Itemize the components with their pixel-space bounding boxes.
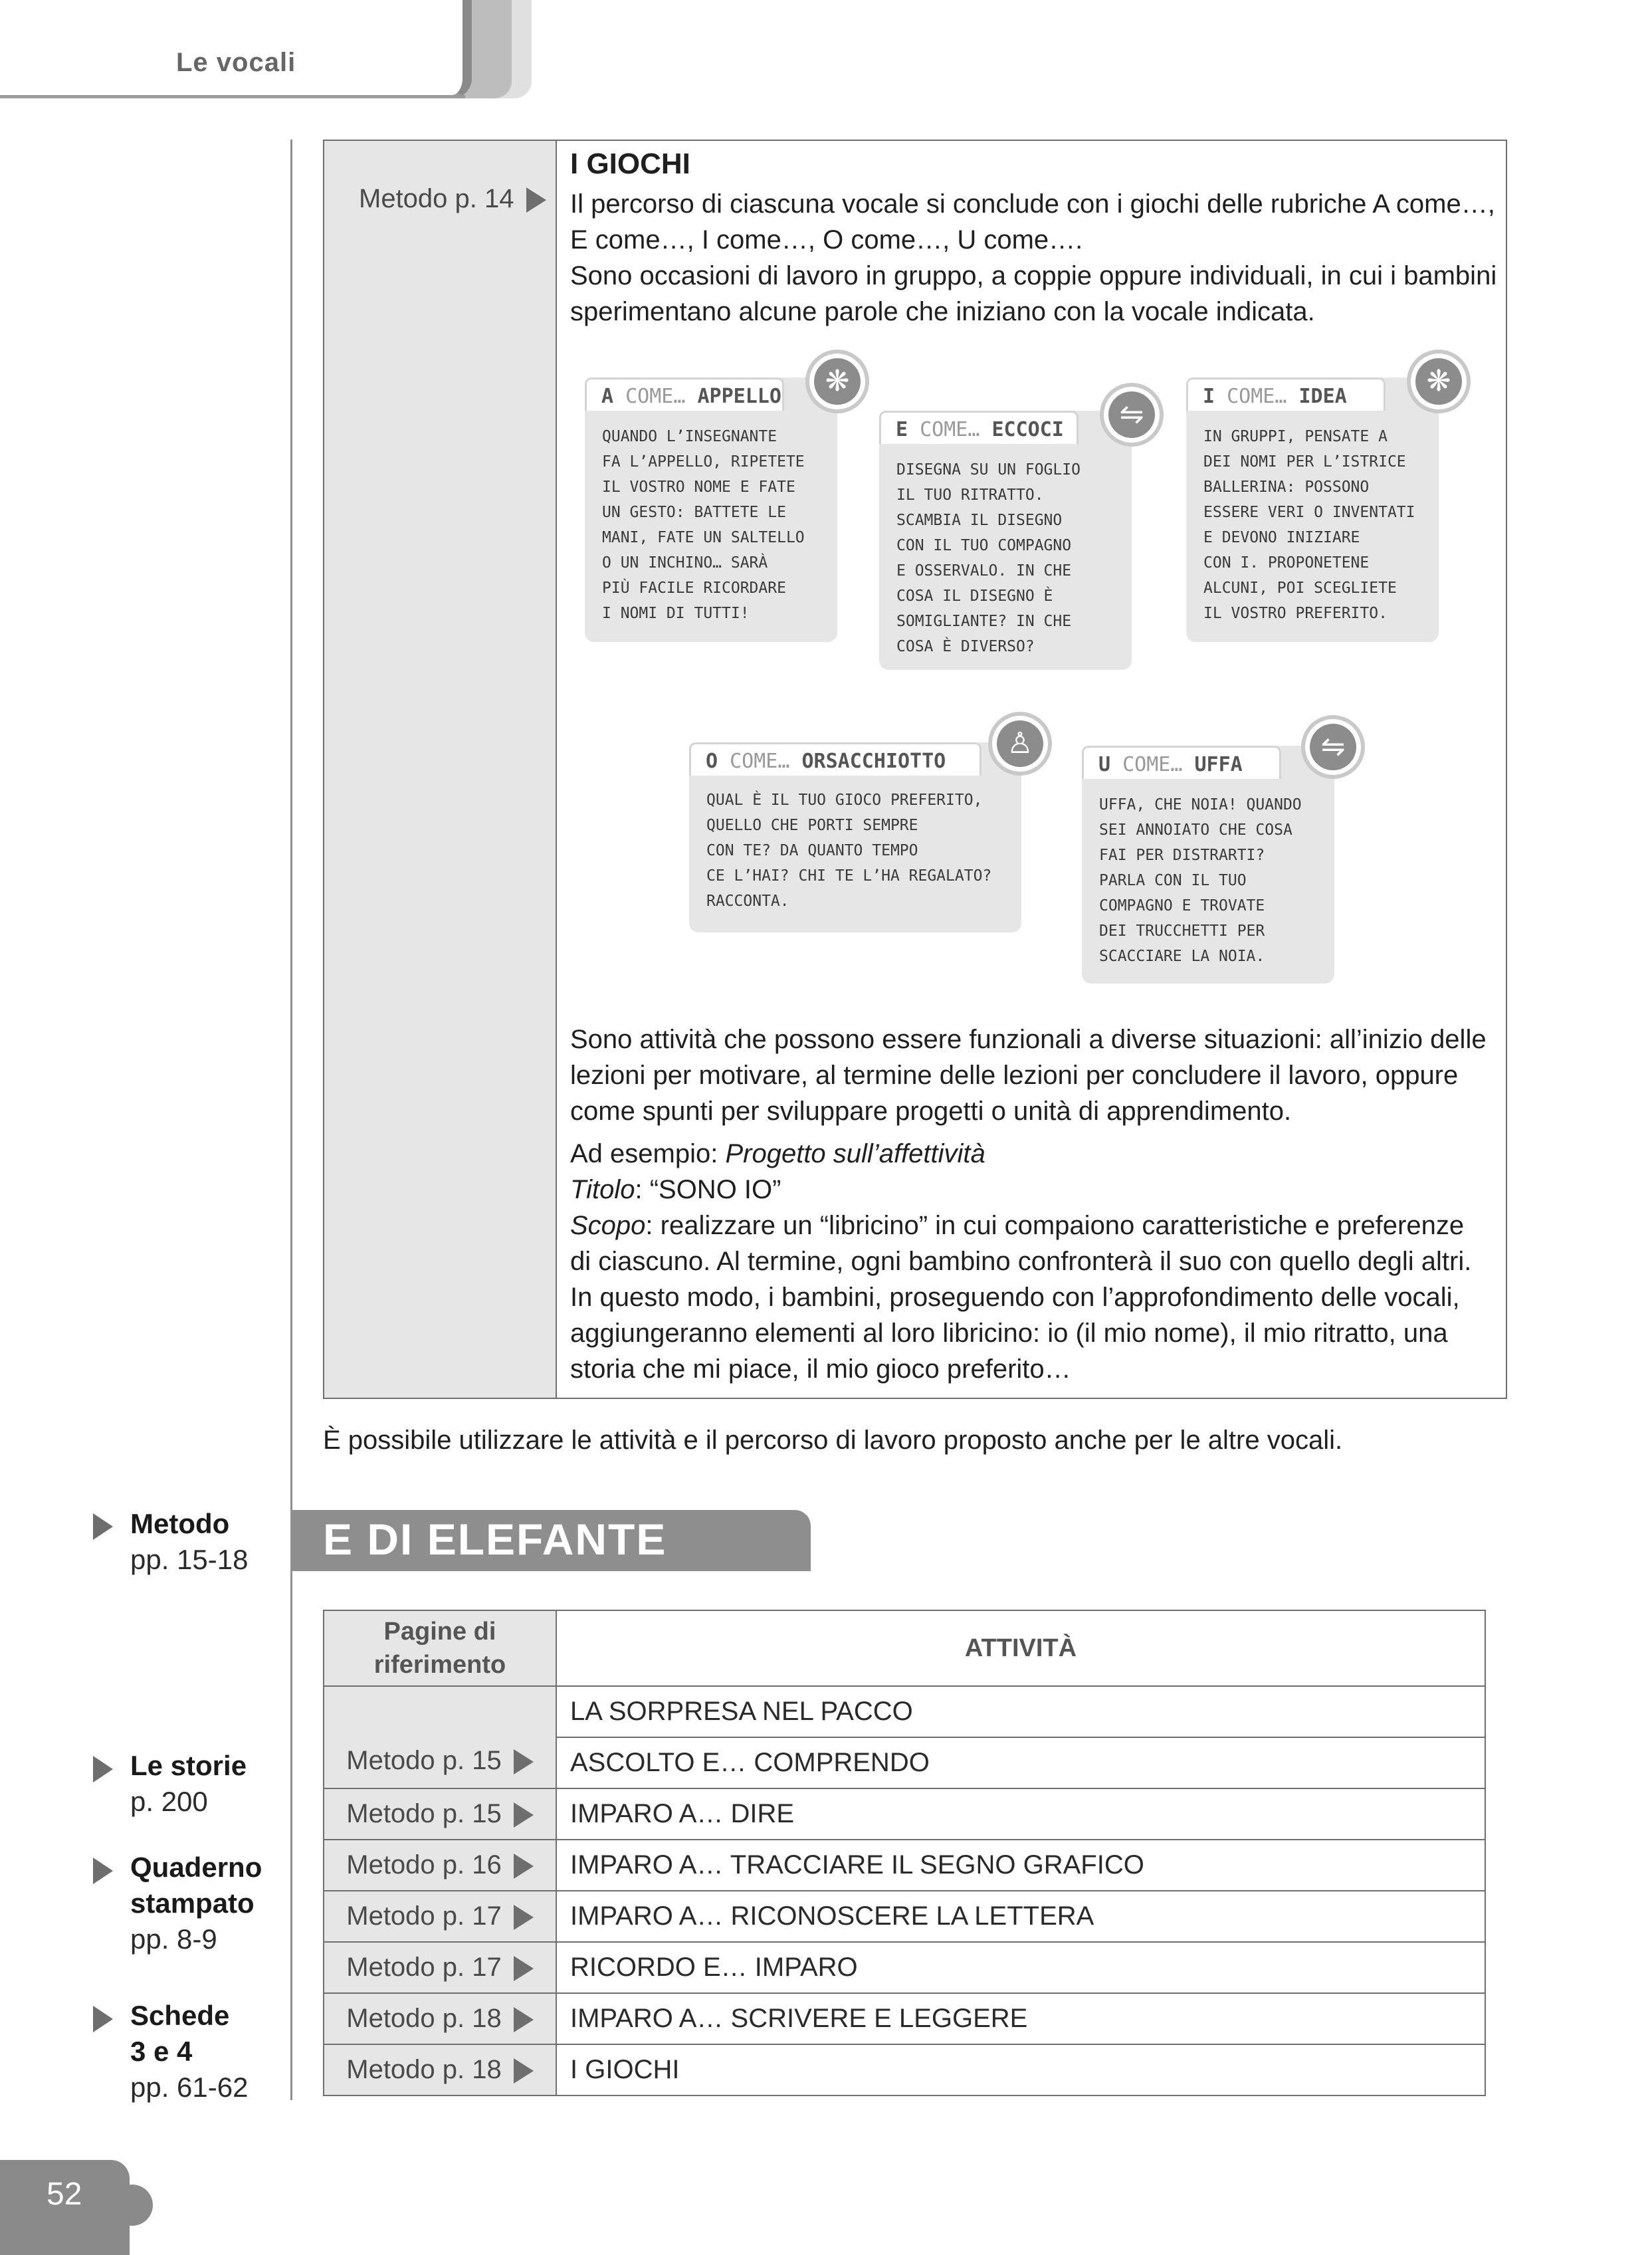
example-line: Ad esempio: Progetto sull’affettività — [570, 1139, 985, 1168]
card-heading: E COME… ECCOCI — [879, 411, 1079, 444]
ref-cell: Metodo p. 18 — [324, 2044, 556, 2095]
arrow-icon — [514, 1802, 534, 1828]
sidebar-quaderno: Quaderno stampato pp. 8-9 — [130, 1852, 262, 1955]
arrow-icon — [526, 187, 546, 213]
page-number: 52 — [47, 2177, 82, 2212]
arrow-icon — [514, 2007, 534, 2032]
activity-cell: IMPARO A… TRACCIARE IL SEGNO GRAFICO — [556, 1840, 1485, 1891]
titolo-line: Titolo: “SONO IO” — [570, 1175, 781, 1204]
card-text: QUAL È IL TUO GIOCO PREFERITO, QUELLO CHE PORTI SEMPRE CON TE? DA QUANTO TEMPO CE L’HAI? CHI TE L’HA REGALATO? RACCONTA. — [706, 792, 992, 910]
giochi-intro — [570, 186, 1500, 330]
sidebar-metodo: Metodo pp. 15-18 — [130, 1508, 249, 1575]
ref-cell: Metodo p. 17 — [324, 1891, 556, 1942]
pair-icon: ⇋ — [1301, 715, 1365, 779]
activity-cell: I GIOCHI — [556, 2044, 1485, 2095]
after-line: come spunti per sviluppare progetti o unità di apprendimento. — [570, 1097, 1292, 1126]
arrow-icon — [93, 1513, 113, 1540]
activity-cell: ASCOLTO E… COMPRENDO — [556, 1737, 1485, 1788]
arrow-icon — [93, 2006, 113, 2032]
table-row — [324, 1840, 1485, 1891]
card-text: IN GRUPPI, PENSATE A DEI NOMI PER L’ISTRICE BALLERINA: POSSONO ESSERE VERI O INVENTATI E DEVONO INIZIARE CON I. PROPONETENE ALCUNI, POI SCEGLIETE IL VOSTRO PREFERITO. — [1203, 428, 1415, 622]
metodo-reference-label: Metodo p. 14 — [359, 184, 514, 213]
arrow-icon — [514, 1905, 534, 1930]
ref-cell: Metodo p. 15 — [324, 1788, 556, 1840]
ref-cell: Metodo p. 17 — [324, 1942, 556, 1993]
arrow-icon — [514, 1854, 534, 1879]
table-row — [324, 1686, 1485, 1737]
scopo-line: di ciascuno. Al termine, ogni bambino confronterà il suo con quello degli altri. — [570, 1247, 1472, 1276]
giochi-title: I GIOCHI — [570, 148, 690, 180]
activity-cell: IMPARO A… SCRIVERE E LEGGERE — [556, 1993, 1485, 2044]
game-card-i — [1186, 365, 1451, 642]
scopo-line: In questo modo, i bambini, proseguendo con l’approfondimento delle vocali, — [570, 1283, 1460, 1312]
card-heading: U COME… UFFA — [1082, 746, 1281, 779]
game-card-u — [1082, 730, 1346, 984]
intro-line: sperimentano alcune parole che iniziano con la vocale indicata. — [570, 297, 1315, 326]
pair-icon: ⇋ — [1100, 383, 1164, 447]
card-text: UFFA, CHE NOIA! QUANDO SEI ANNOIATO CHE COSA FAI PER DISTRARTI? PARLA CON IL TUO COMPAGNO E TROVATE DEI TRUCCHETTI PER SCACCIARE LA NOIA. — [1099, 796, 1302, 965]
intro-line: Sono occasioni di lavoro in gruppo, a coppie oppure individuali, in cui i bambini — [570, 261, 1497, 290]
scopo-line: storia che mi piace, il mio gioco preferito… — [570, 1354, 1071, 1384]
margin-rule — [290, 140, 292, 2100]
card-heading: A COME… APPELLO — [585, 377, 784, 411]
card-heading: I COME… IDEA — [1186, 377, 1386, 411]
arrow-icon — [93, 1756, 113, 1782]
activity-cell: IMPARO A… RICONOSCERE LA LETTERA — [556, 1891, 1485, 1942]
ref-cell: Metodo p. 16 — [324, 1840, 556, 1891]
header-tab — [306, 0, 472, 98]
after-line: lezioni per motivare, al termine delle lezioni per concludere il lavoro, oppure — [570, 1061, 1459, 1090]
reference-column — [324, 141, 557, 1398]
after-line: Sono attività che possono essere funzionali a diverse situazioni: all’inizio delle — [570, 1025, 1487, 1054]
header-pages: Pagine di riferimento — [324, 1610, 556, 1686]
arrow-icon — [514, 1956, 534, 1981]
activity-cell: IMPARO A… DIRE — [556, 1788, 1485, 1840]
ref-cell: Metodo p. 15 — [324, 1686, 556, 1788]
game-card-e — [879, 398, 1144, 670]
sidebar-schede: Schede 3 e 4 pp. 61-62 — [130, 2000, 249, 2103]
game-card-o — [689, 727, 1033, 932]
table-header-row — [324, 1610, 1485, 1686]
intro-line: E come…, I come…, O come…, U come…. — [570, 225, 1083, 255]
intro-line: Il percorso di ciascuna vocale si conclude con i giochi delle rubriche A come…, — [570, 189, 1495, 219]
note-text: È possibile utilizzare le attività e il percorso di lavoro proposto anche per le altre vocali. — [323, 1426, 1343, 1455]
activity-cell: LA SORPRESA NEL PACCO — [556, 1686, 1485, 1737]
sidebar-storie: Le storie p. 200 — [130, 1750, 247, 1817]
table-row — [324, 2044, 1485, 2095]
card-text: DISEGNA SU UN FOGLIO IL TUO RITRATTO. SCAMBIA IL DISEGNO CON IL TUO COMPAGNO E OSSERVALO. IN CHE COSA IL DISEGNO È SOMIGLIANTE? IN CHE COSA È DIVERSO? — [896, 461, 1081, 655]
header-activity: ATTIVITÀ — [556, 1610, 1485, 1686]
group-icon: ❋ — [1407, 350, 1471, 413]
giochi-after — [570, 1021, 1500, 1387]
activity-cell: RICORDO E… IMPARO — [556, 1942, 1485, 1993]
arrow-icon — [514, 2058, 534, 2084]
arrow-icon — [93, 1858, 113, 1884]
section-title: Le vocali — [176, 48, 296, 77]
card-heading: O COME… ORSACCHIOTTO — [689, 742, 981, 776]
table-row — [324, 1993, 1485, 2044]
scopo-line: aggiungeranno elementi al loro libricino: io (il mio nome), il mio ritratto, una — [570, 1319, 1448, 1348]
page-number-dot — [112, 2185, 153, 2226]
table-row — [324, 1788, 1485, 1840]
group-icon: ❋ — [805, 350, 869, 413]
metodo-reference — [359, 184, 546, 214]
table-row — [324, 1942, 1485, 1993]
arrow-icon — [514, 1749, 534, 1774]
scopo-line: Scopo: realizzare un “libricino” in cui compaiono caratteristiche e preferenze — [570, 1211, 1465, 1240]
table-row — [324, 1891, 1485, 1942]
activities-table — [323, 1610, 1486, 2096]
section-heading: E DI ELEFANTE — [323, 1515, 667, 1564]
person-icon: ♙ — [988, 712, 1052, 776]
game-card-a — [585, 365, 850, 642]
ref-cell: Metodo p. 18 — [324, 1993, 556, 2044]
card-text: QUANDO L’INSEGNANTE FA L’APPELLO, RIPETETE IL VOSTRO NOME E FATE UN GESTO: BATTETE LE MANI, FATE UN SALTELLO O UN INCHINO… SARÀ PIÙ FACILE RICORDARE I NOMI DI TUTTI! — [602, 428, 805, 622]
